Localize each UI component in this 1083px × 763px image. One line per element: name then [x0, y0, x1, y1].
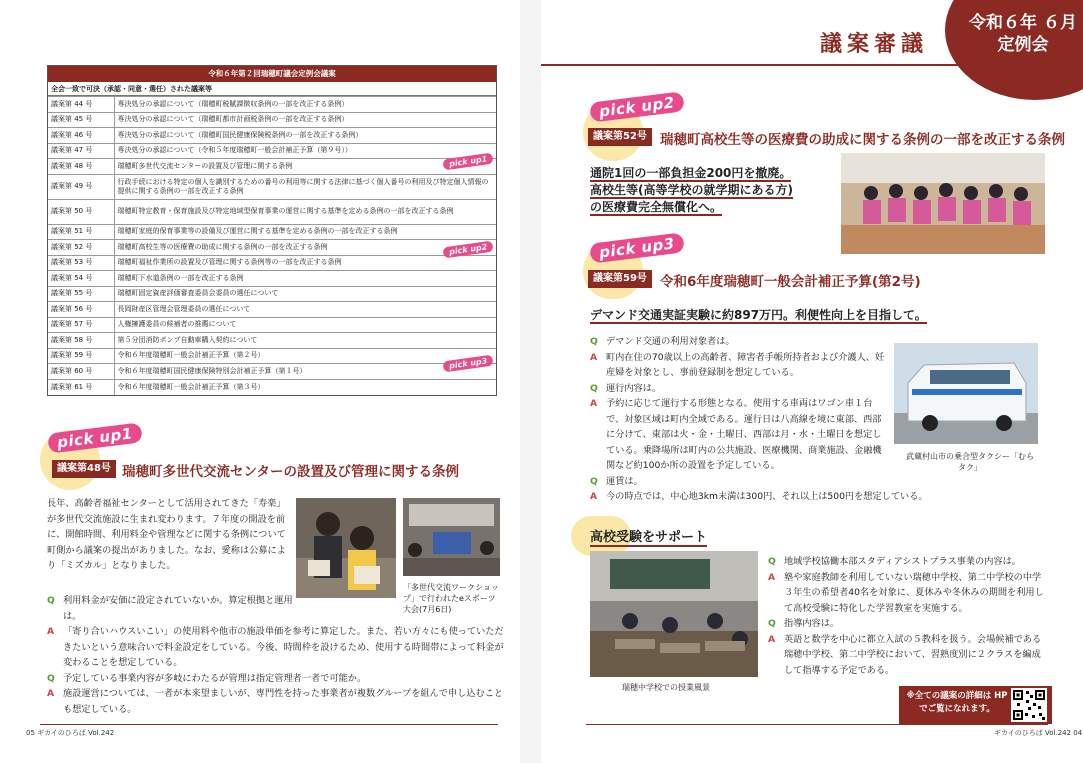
table-pickup3-badge: pick up3 — [442, 355, 493, 373]
pickup1-body: 長年、高齢者福祉センターとして活用されてきた「寿楽」が多世代交流施設に生まれ変わります。７年度の開設を前に、開館時間、利用料金や管理などに関する条例について町側から議案の提出がありました。なお、愛称は公募により「ミズカル」となりました。 — [47, 498, 286, 571]
support-title — [590, 526, 707, 545]
table-row — [48, 224, 496, 240]
bill-description: 専決処分の承認について（瑞穂町税賦課徴収条例の一部を改正する条例） — [114, 97, 496, 113]
bill-description: 専決処分の承認について（瑞穂町都市計画税条例の一部を改正する条例） — [114, 112, 496, 128]
bill-number: 議案第 53 号 — [48, 255, 114, 271]
pickup3-q3-text: 運賃は。 — [606, 475, 643, 487]
answer-mark: A — [590, 351, 598, 363]
table-row — [48, 317, 496, 333]
bill-number: 議案第 45 号 — [48, 112, 114, 128]
support-q1 — [768, 554, 1048, 570]
table-row — [48, 286, 496, 302]
support-a1 — [768, 570, 1048, 617]
session-label: 令和６年 ６月定例会 — [969, 13, 1077, 55]
bill-description: 令和６年度瑞穂町一般会計補正予算（第３号） — [114, 379, 496, 395]
bill-number: 議案第 55 号 — [48, 286, 114, 302]
bill-description: 瑞穂町福祉作業所の設置及び管理に関する条例等の一部を改正する条例 — [114, 255, 496, 271]
bill-description: 瑞穂町特定教育・保育施設及び特定地域型保育事業の運営に関する基準を定める条例の一部を改正する条例 — [114, 199, 496, 224]
bill-number: 議案第 50 号 — [48, 199, 114, 224]
bill-description: 瑞穂町固定資産評価審査委員会委員の選任について — [114, 286, 496, 302]
bill-number: 議案第 48 号 — [48, 159, 114, 175]
support-q1-text: 地域学校協働本部スタディアシストプラス事業の内容は。 — [784, 556, 1021, 567]
pickup1-q2 — [47, 671, 507, 687]
pickup2-headline — [590, 165, 835, 216]
classroom-caption: 瑞穂中学校での授業風景 — [622, 683, 710, 692]
bill-number: 議案第 61 号 — [48, 379, 114, 395]
pickup3-a2-text: 予約に応じて運行する形態となる。使用する車両はワゴン車１台で、対象区域は町内全域である。運行日は八高線を境に東部、西部に分けて、東部は火・金・土曜日、西部は月・水・土曜日を想定している。乗降場所は町内の公共施設、医療機関、商業施設、金融機関など約100か所の設置を予定している。 — [606, 398, 882, 471]
bill-number: 議案第 51 号 — [48, 224, 114, 240]
question-mark: Q — [590, 382, 598, 394]
taxi-caption: 武蔵村山市の乗合型タクシー「むらタク」 — [906, 452, 1034, 472]
bills-list — [48, 96, 496, 395]
pickup2-label: pick up2 — [589, 91, 685, 122]
pickup3-a3 — [590, 489, 1020, 505]
table-pickup1-badge: pick up1 — [442, 153, 493, 171]
table-subhead: 全会一致で可決（承認・同意・選任）された議案等 — [48, 82, 496, 96]
support-title-text: 高校受験をサポート — [590, 530, 708, 545]
table-row — [48, 348, 496, 364]
taxi-photo — [894, 343, 1038, 444]
question-mark: Q — [47, 672, 55, 684]
bill-number: 議案第 44 号 — [48, 97, 114, 113]
table-row — [48, 333, 496, 349]
table-row — [48, 143, 496, 159]
footer-right: ギカイのひろば Vol.242 04 — [994, 729, 1083, 737]
bill-number: 議案第 54 号 — [48, 271, 114, 287]
question-mark: Q — [590, 336, 598, 347]
support-a2-text: 英語と数学を中心に都立入試の５教科を扱う。会場候補である瑞穂中学校、第二中学校において、習熟度別に２クラスを編成して指導する予定である。 — [784, 633, 1042, 676]
pickup3-q2-text: 運行内容は。 — [606, 382, 662, 394]
pickup1-q1-text: 利用料金が安価に設定されていないか。算定根拠と運用は。 — [63, 595, 293, 622]
pickup3-title: 令和6年度瑞穂町一般会計補正予算(第2号) — [660, 274, 921, 290]
pickup3-a1-text: 町内在住の70歳以上の高齢者、障害者手帳所持者および介護人、妊産婦を対象とし、事前登録制を想定している。 — [606, 351, 885, 378]
pickup1-title: 瑞穂町多世代交流センターの設置及び管理に関する条例 — [122, 464, 459, 480]
question-mark: Q — [590, 475, 598, 487]
pickup3-headline — [590, 307, 990, 324]
table-row — [48, 255, 496, 271]
bill-number: 議案第 57 号 — [48, 317, 114, 333]
footer-rule-left — [40, 724, 498, 725]
question-mark: Q — [768, 556, 776, 567]
bill-number: 議案第 52 号 — [48, 240, 114, 256]
bill-description: 専決処分の承認について（令和５年度瑞穂町一般会計補正予算（第９号）） — [114, 143, 496, 159]
answer-mark: A — [47, 626, 55, 637]
bill-number: 議案第 46 号 — [48, 128, 114, 144]
support-qa — [768, 554, 1048, 678]
pickup3-q3 — [590, 474, 888, 490]
answer-mark: A — [47, 688, 55, 699]
bill-description: 令和６年度瑞穂町国民健康保険特別会計補正予算（第１号） — [114, 364, 496, 380]
bill-description: 瑞穂町高校生等の医療費の助成に関する条例の一部を改正する条例 — [114, 240, 496, 256]
bill-number: 議案第 59 号 — [48, 348, 114, 364]
pickup3-q1-text: デマンド交通の利用対象者は。 — [606, 336, 735, 347]
bill-description: 瑞穂町家庭的保育事業等の設備及び運営に関する基準を定める条例の一部を改正する条例 — [114, 224, 496, 240]
answer-mark: A — [768, 633, 776, 645]
pickup1-a2-text: 施設運営については、一者が本来望ましいが、専門性を持った事業者が複数グループを組んで申し込むことも想定している。 — [63, 688, 504, 715]
bill-description: 瑞穂町多世代交流センターの設置及び管理に関する条例 — [114, 159, 496, 175]
bill-description: 瑞穂町下水道条例の一部を改正する条例 — [114, 271, 496, 287]
header-rule — [541, 64, 1011, 66]
workshop-photo-esports — [403, 498, 500, 576]
table-caption: 令和６年第２回瑞穂町議会定例会議案 — [48, 66, 496, 82]
workshop-caption: 「多世代交流ワークショップ」で行われたeスポーツ大会(7月6日) — [403, 583, 499, 614]
page-gutter — [520, 0, 541, 763]
bill-number: 議案第 58 号 — [48, 333, 114, 349]
students-group-photo — [841, 153, 1045, 254]
bill-description: 行政手続における特定の個人を識別するための番号の利用等に関する法律に基づく個人番号の利用及び特定個人情報の提供に関する条例の一部を改正する条例 — [114, 174, 496, 199]
pickup3-q1 — [590, 334, 888, 350]
table-row — [48, 379, 496, 395]
pickup1-label: pick up1 — [47, 422, 143, 453]
page-title: 議案審議 — [820, 32, 929, 57]
pickup3-headline-text: デマンド交通実証実験に約897万円。利便性向上を目指して。 — [590, 308, 927, 322]
bill-number: 議案第 60 号 — [48, 364, 114, 380]
pickup3-qa-block2 — [590, 489, 1020, 505]
pickup3-bill-tag: 議案第59号 — [588, 270, 652, 288]
pickup3-q2 — [590, 381, 888, 397]
workshop-photo-kids — [296, 498, 396, 598]
left-page — [0, 0, 520, 763]
pickup1-q2-text: 予定している事業内容が多岐にわたるが管理は指定管理者一者で可能か。 — [63, 672, 367, 684]
pickup2-bill-tag: 議案第52号 — [588, 128, 652, 146]
bill-description: 人権擁護委員の候補者の推薦について — [114, 317, 496, 333]
pickup2-title: 瑞穂町高校生等の医療費の助成に関する条例の一部を改正する条例 — [660, 132, 1065, 148]
pickup1-a1 — [47, 624, 507, 671]
bill-number: 議案第 56 号 — [48, 302, 114, 318]
bill-description: 令和６年度瑞穂町一般会計補正予算（第２号） — [114, 348, 496, 364]
question-mark: Q — [47, 595, 55, 606]
table-row — [48, 271, 496, 287]
table-row — [48, 112, 496, 128]
bill-description: 長岡財産区管理会管理委員の選任について — [114, 302, 496, 318]
pickup2-headline-line2: 高校生等(高等学校の就学期にある方) — [590, 183, 793, 197]
answer-mark: A — [590, 398, 598, 409]
table-row — [48, 364, 496, 380]
table-row — [48, 199, 496, 224]
classroom-photo — [590, 551, 758, 677]
footer-left: 05 ギカイのひろば Vol.242 — [26, 729, 115, 737]
pickup2-headline-line3: の医療費完全無償化へ。 — [590, 200, 723, 214]
table-row — [48, 302, 496, 318]
details-notice-text: ※全ての議案の詳細は HPでご覧になれます。 — [906, 691, 1008, 714]
pickup1-a1-text: 「寄り合いハウスいこい」の使用料や他市の施設単価を参考に算定した。また、若い方々にも使っていただきたいという意味合いで料金設定をしている。今後、時間枠を設けるため、使用する時間帯によって料金が変わることを想定している。 — [63, 626, 504, 668]
support-q2-text: 指導内容は。 — [784, 618, 840, 629]
pickup3-label: pick up3 — [589, 232, 685, 263]
bill-description: 専決処分の承認について（瑞穂町国民健康保険税条例の一部を改正する条例） — [114, 128, 496, 144]
footer-rule-right — [586, 724, 1048, 725]
pickup1-bill-tag: 議案第48号 — [52, 460, 116, 478]
pickup3-a1 — [590, 350, 888, 381]
pickup1-a2 — [47, 686, 507, 717]
pickup3-a3-text: 今の時点では、中心地3km未満は300円、それ以上は500円を想定している。 — [606, 491, 928, 502]
table-row — [48, 97, 496, 113]
table-pickup2-badge: pick up2 — [442, 241, 493, 259]
pickup3-qa-block1 — [590, 334, 888, 489]
table-row — [48, 159, 496, 175]
support-a2 — [768, 632, 1048, 679]
bill-number: 議案第 49 号 — [48, 174, 114, 199]
bills-table — [47, 65, 497, 396]
pickup1-q1 — [47, 593, 297, 624]
question-mark: Q — [768, 618, 776, 629]
bill-number: 議案第 47 号 — [48, 143, 114, 159]
table-row — [48, 240, 496, 256]
pickup2-headline-line1: 通院1回の一部負担金200円を撤廃。 — [590, 166, 792, 180]
answer-mark: A — [768, 571, 776, 583]
pickup1-qa-block2 — [47, 624, 507, 717]
table-row — [48, 174, 496, 199]
support-q2 — [768, 616, 1048, 632]
support-a1-text: 塾や家庭教師を利用していない瑞穂中学校、第二中学校の中学３年生の希望者40名を対象に、夏休みや冬休みの期間を利用して高校受験に特化した学習教室を実施する。 — [784, 571, 1044, 614]
qr-code-icon[interactable] — [1011, 688, 1047, 722]
table-row — [48, 128, 496, 144]
pickup3-a2 — [590, 396, 888, 474]
bill-description: 第５分団消防ポンプ自動車購入契約について — [114, 333, 496, 349]
answer-mark: A — [590, 491, 598, 502]
pickup1-qa-block1 — [47, 593, 297, 624]
